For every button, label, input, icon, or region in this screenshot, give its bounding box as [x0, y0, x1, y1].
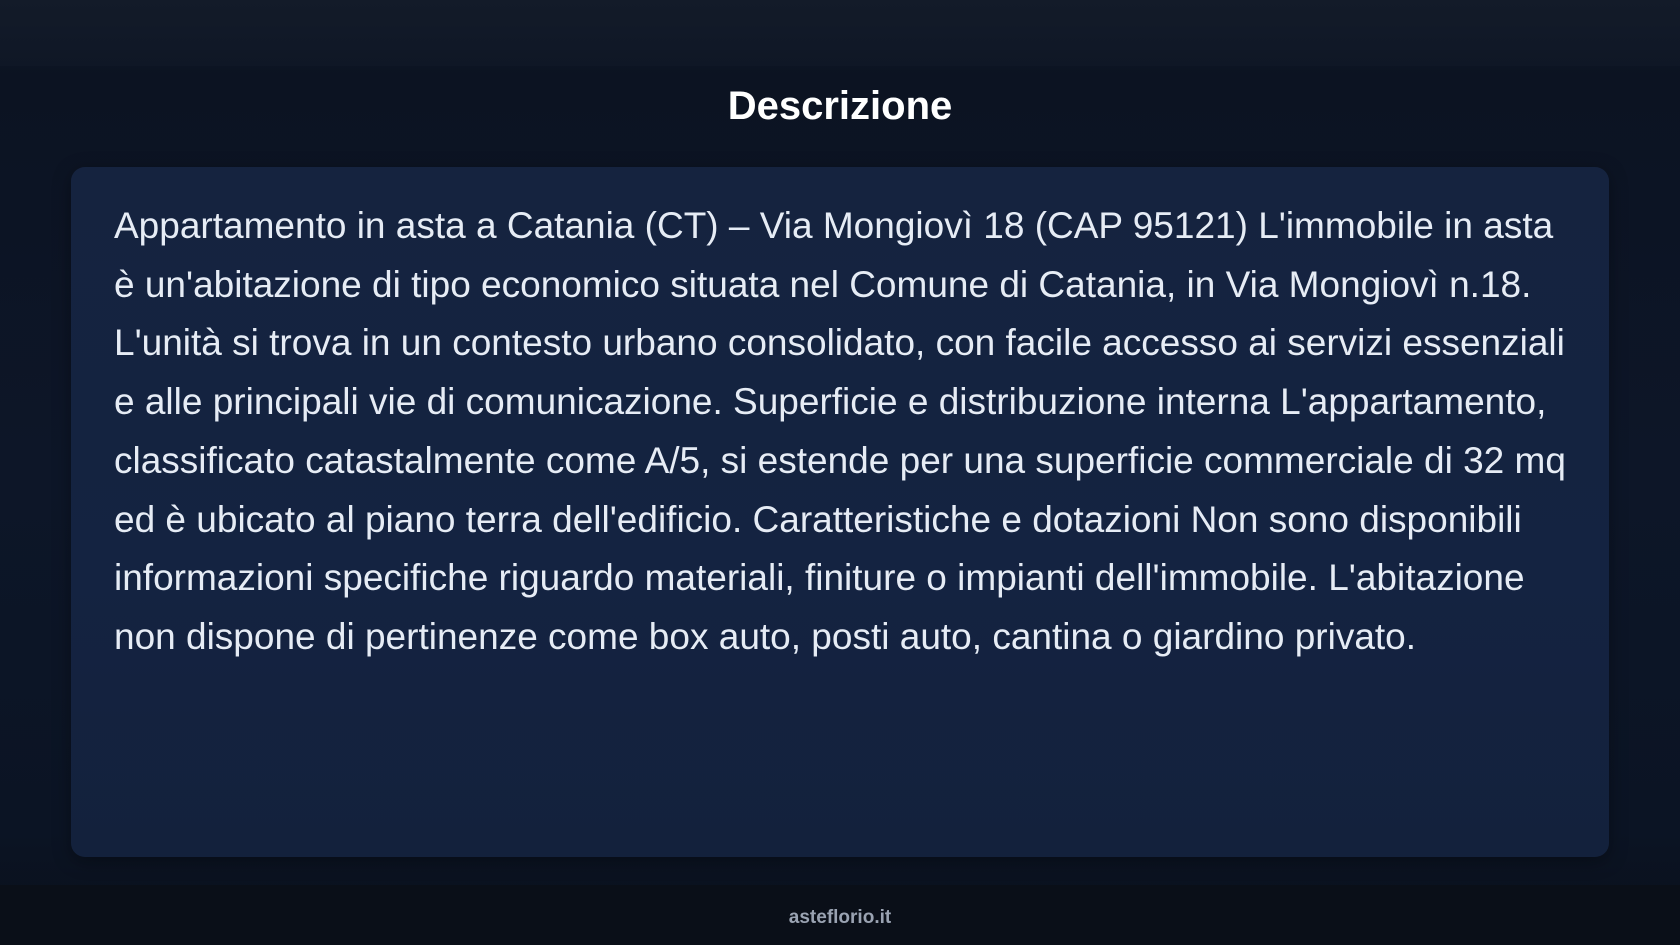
- page-title: Descrizione: [727, 84, 953, 128]
- description-card: [71, 167, 1609, 857]
- description-text: Appartamento in asta a Catania (CT) – Via Mongiovì 18 (CAP 95121) L'immobile in asta è un'abitazione di tipo economico situata nel Comune di Catania, in Via Mongiovì n.18. L'unità si trova in un contesto urbano consolidato, con facile accesso ai servizi essenziali e alle principali vie di comunicazione. Superficie e distribuzione interna L'appartamento, classificato catastalmente come A/5, si estende per una superficie commerciale di 32 mq ed è ubicato al piano terra dell'edificio. Caratteristiche e dotazioni Non sono disponibili informazioni specifiche riguardo materiali, finiture o impianti dell'immobile. L'abitazione non dispone di pertinenze come box auto, posti auto, cantina o giardino privato.: [114, 205, 1566, 657]
- top-band: [0, 0, 1680, 66]
- footer-site-name: asteflorio.it: [788, 907, 892, 928]
